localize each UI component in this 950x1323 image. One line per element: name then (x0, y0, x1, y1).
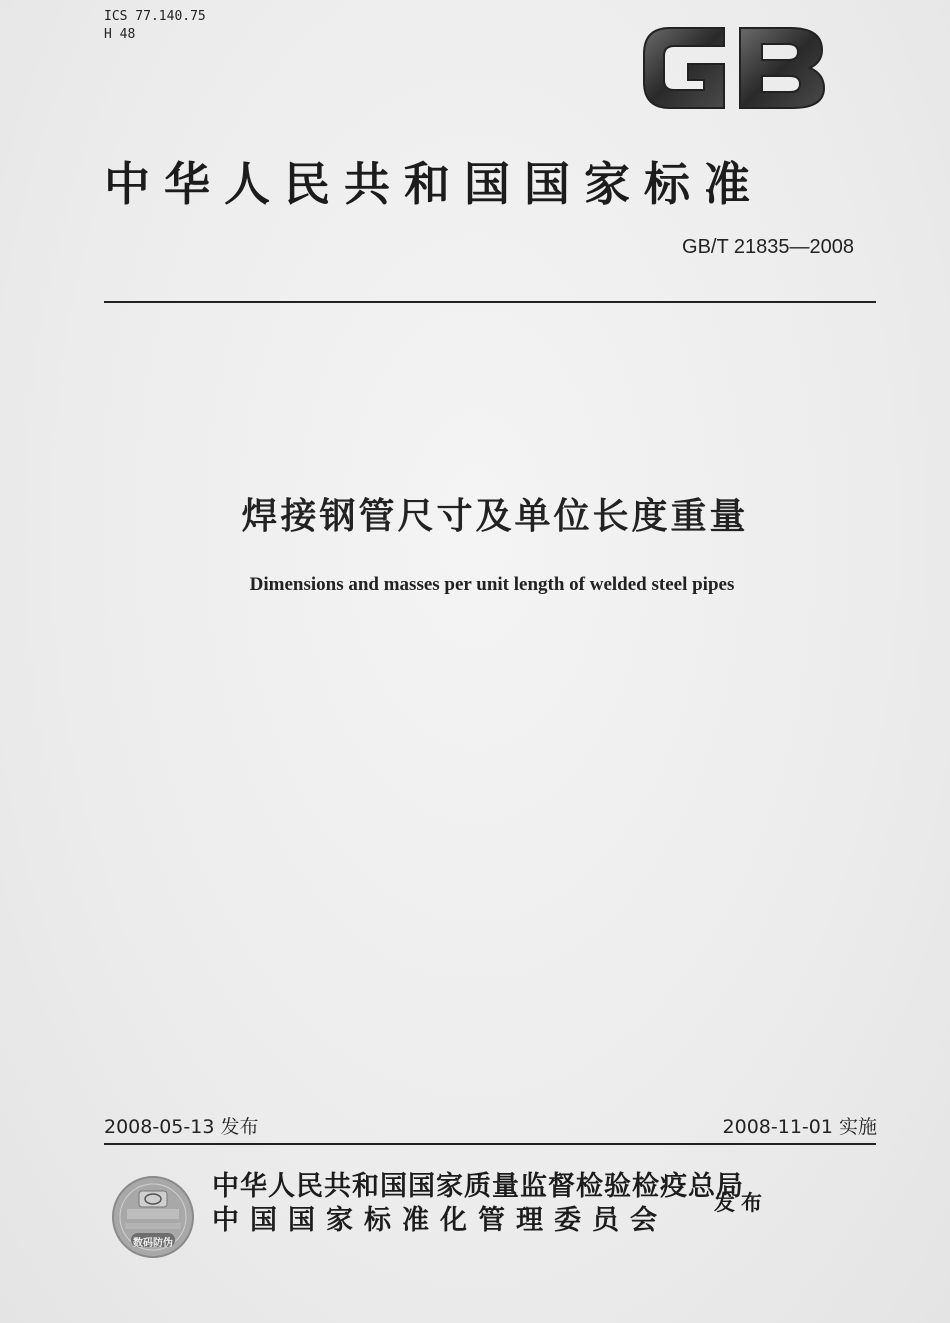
ccs-code: H 48 (104, 27, 136, 42)
national-standard-title: 中华人民共和国国家标准 (104, 157, 764, 211)
seal-label: 数码防伪 (133, 1238, 173, 1249)
issue-date: 2008-05-13 发布 (104, 1116, 259, 1138)
ics-code: ICS 77.140.75 (104, 9, 206, 24)
publisher-aqsiq: 中华人民共和国国家质量监督检验检疫总局 (212, 1171, 744, 1202)
publisher-sac: 中国国家标准化管理委员会 (212, 1205, 668, 1236)
document-title-english: Dimensions and masses per unit length of welded steel pipes (249, 574, 735, 595)
document-title-chinese: 焊接钢管尺寸及单位长度重量 (241, 496, 749, 537)
footer-divider (104, 1143, 876, 1145)
standard-number: GB/T 21835—2008 (682, 236, 854, 258)
implementation-date: 2008-11-01 实施 (722, 1116, 877, 1138)
classification-codes (104, 8, 206, 44)
publisher-block (212, 1170, 744, 1238)
gb-logo-icon (640, 20, 830, 116)
header-divider (104, 301, 876, 303)
publish-label: 发布 (714, 1190, 768, 1215)
